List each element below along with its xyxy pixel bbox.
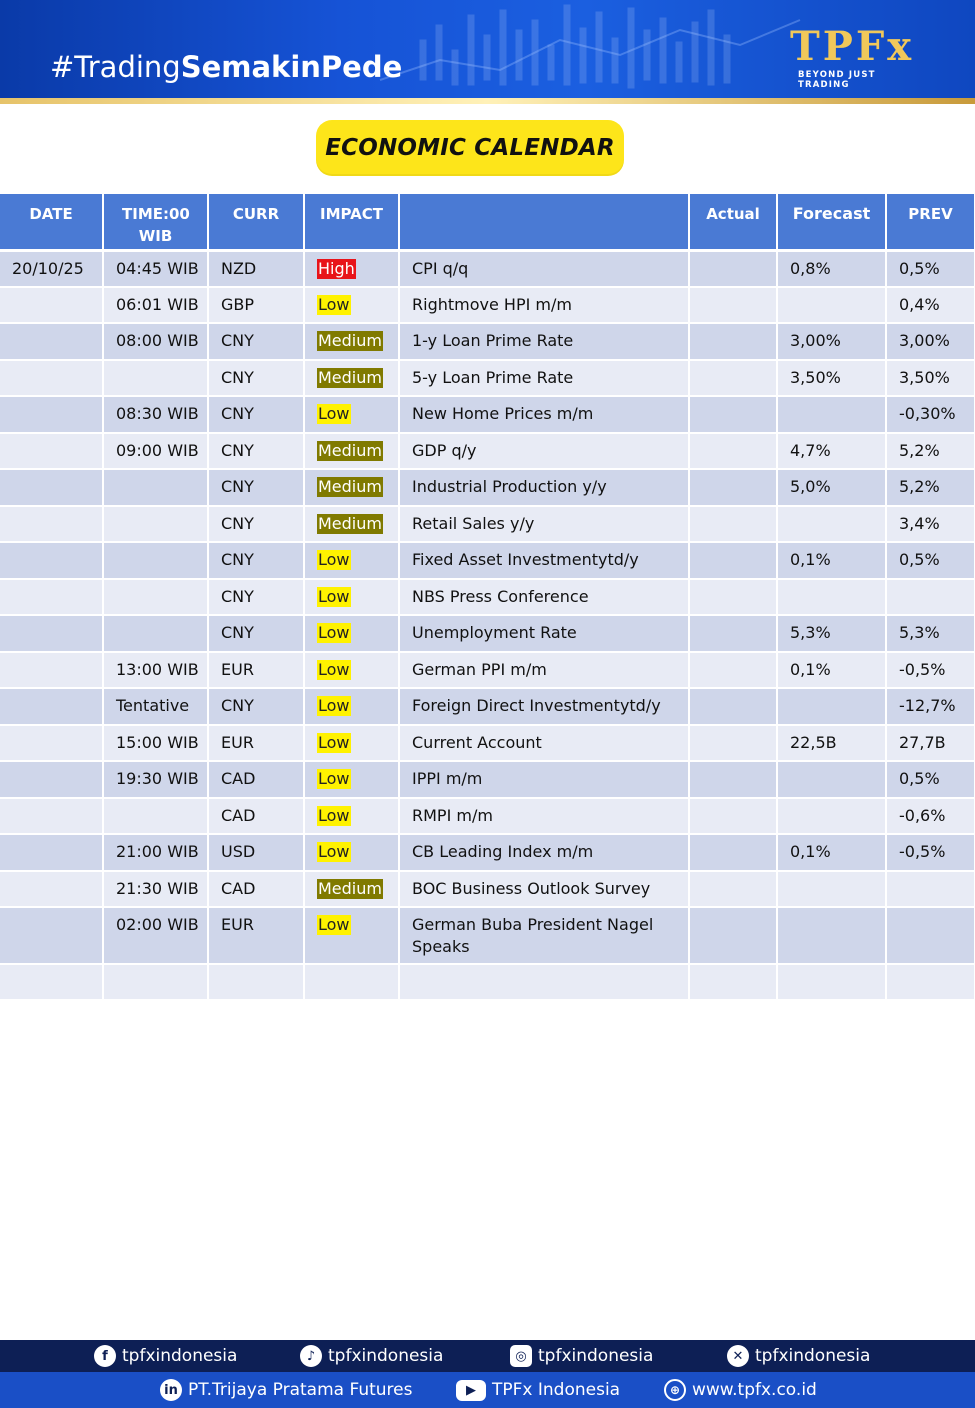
currency-cell: NZD [208,250,304,287]
forecast-cell: 3,50% [777,360,886,397]
impact-badge: Medium [318,878,382,898]
actual-cell [689,250,777,287]
empty-cell [886,964,975,1000]
event-cell: Current Account [399,725,689,762]
table-row [0,761,975,798]
actual-cell [689,652,777,689]
event-cell: Foreign Direct Investmentytd/y [399,688,689,725]
impact-cell [304,396,399,433]
economic-calendar-table [0,194,975,1001]
impact-badge: Low [318,769,350,788]
x-icon: ✕ [727,1345,749,1367]
contact-link-globe[interactable] [664,1376,817,1404]
youtube-icon: ▶ [456,1380,486,1401]
time-cell [103,506,208,543]
table-row [0,433,975,470]
prev-cell: -0,30% [886,396,975,433]
prev-cell: 3,4% [886,506,975,543]
prev-cell: 5,2% [886,433,975,470]
currency-cell: CNY [208,323,304,360]
impact-cell [304,323,399,360]
actual-cell [689,761,777,798]
forecast-cell [777,688,886,725]
impact-badge: Low [318,550,350,569]
empty-cell [304,964,399,1000]
currency-cell: CNY [208,360,304,397]
prev-cell: 0,4% [886,287,975,324]
event-cell: CPI q/q [399,250,689,287]
hashtag-prefix: #Trading [50,50,181,84]
forecast-cell [777,579,886,616]
empty-cell [777,964,886,1000]
prev-cell [886,579,975,616]
header-impact: IMPACT [304,194,399,250]
impact-cell [304,688,399,725]
header-event [399,194,689,250]
event-cell: IPPI m/m [399,761,689,798]
table-row [0,871,975,908]
impact-cell [304,834,399,871]
time-cell [103,469,208,506]
impact-cell [304,469,399,506]
event-cell: 1-y Loan Prime Rate [399,323,689,360]
time-cell: 21:00 WIB [103,834,208,871]
social-handle: tpfxindonesia [122,1346,238,1366]
date-cell [0,652,103,689]
forecast-cell: 0,1% [777,834,886,871]
forecast-cell [777,506,886,543]
currency-cell: CNY [208,396,304,433]
event-cell: BOC Business Outlook Survey [399,871,689,908]
currency-cell: CNY [208,615,304,652]
date-cell [0,542,103,579]
time-cell: 02:00 WIB [103,907,208,964]
time-cell [103,579,208,616]
time-cell: 13:00 WIB [103,652,208,689]
currency-cell: CNY [208,579,304,616]
date-cell [0,615,103,652]
table-row [0,250,975,287]
contact-text: www.tpfx.co.id [692,1380,817,1400]
actual-cell [689,725,777,762]
impact-cell [304,360,399,397]
impact-badge: Low [318,586,350,606]
impact-badge: Low [318,915,350,934]
event-cell: German PPI m/m [399,652,689,689]
actual-cell [689,323,777,360]
currency-cell: CAD [208,798,304,835]
event-cell: Unemployment Rate [399,615,689,652]
impact-badge: Low [318,805,350,825]
actual-cell [689,834,777,871]
actual-cell [689,688,777,725]
date-cell [0,287,103,324]
prev-cell: -0,5% [886,834,975,871]
impact-cell [304,907,399,964]
impact-badge: Low [318,659,350,679]
currency-cell: EUR [208,652,304,689]
actual-cell [689,798,777,835]
event-cell: Rightmove HPI m/m [399,287,689,324]
table-row [0,725,975,762]
date-cell [0,433,103,470]
event-cell: NBS Press Conference [399,579,689,616]
actual-cell [689,907,777,964]
prev-cell: 3,00% [886,323,975,360]
time-cell: 15:00 WIB [103,725,208,762]
date-cell [0,323,103,360]
actual-cell [689,396,777,433]
date-cell [0,396,103,433]
actual-cell [689,360,777,397]
forecast-cell [777,798,886,835]
time-cell: 09:00 WIB [103,433,208,470]
forecast-cell [777,871,886,908]
currency-cell: EUR [208,725,304,762]
event-cell: RMPI m/m [399,798,689,835]
actual-cell [689,287,777,324]
header-time: TIME:00 WIB [103,194,208,250]
time-cell: 21:30 WIB [103,871,208,908]
event-cell: 5-y Loan Prime Rate [399,360,689,397]
impact-badge: Medium [318,331,382,350]
tiktok-icon: ♪ [300,1345,322,1367]
forecast-cell [777,761,886,798]
actual-cell [689,469,777,506]
forecast-cell [777,907,886,964]
table-row [0,798,975,835]
event-cell: CB Leading Index m/m [399,834,689,871]
title-badge [316,120,624,176]
impact-badge: Low [318,294,350,314]
table-row [0,323,975,360]
prev-cell: 5,3% [886,615,975,652]
impact-badge: Medium [318,440,382,460]
table-row [0,652,975,689]
currency-cell: CNY [208,469,304,506]
actual-cell [689,871,777,908]
currency-cell: EUR [208,907,304,964]
forecast-cell: 4,7% [777,433,886,470]
table-body [0,250,975,1000]
header-date: DATE [0,194,103,250]
currency-cell: CNY [208,542,304,579]
currency-cell: CNY [208,506,304,543]
event-cell: Industrial Production y/y [399,469,689,506]
impact-cell [304,761,399,798]
impact-badge: Low [318,696,350,715]
event-cell: Fixed Asset Investmentytd/y [399,542,689,579]
impact-badge: Low [318,842,350,861]
time-cell [103,360,208,397]
actual-cell [689,433,777,470]
table-row [0,615,975,652]
time-cell [103,798,208,835]
time-cell [103,615,208,652]
actual-cell [689,506,777,543]
header-prev: PREV [886,194,975,250]
prev-cell: 27,7B [886,725,975,762]
table-row [0,907,975,964]
prev-cell: 5,2% [886,469,975,506]
forecast-cell: 5,0% [777,469,886,506]
impact-badge: Medium [318,367,382,387]
impact-cell [304,798,399,835]
impact-cell [304,250,399,287]
prev-cell [886,871,975,908]
hashtag-bold: SemakinPede [180,50,403,84]
table-row [0,506,975,543]
event-cell: Retail Sales y/y [399,506,689,543]
header-forecast: Forecast [777,194,886,250]
currency-cell: USD [208,834,304,871]
date-cell [0,469,103,506]
header-actual: Actual [689,194,777,250]
hashtag-slogan [50,50,402,84]
table-row [0,688,975,725]
prev-cell: 0,5% [886,761,975,798]
time-cell: 08:30 WIB [103,396,208,433]
time-cell: 06:01 WIB [103,287,208,324]
table-row [0,360,975,397]
event-cell: German Buba President Nagel Speaks [399,907,689,964]
prev-cell: -12,7% [886,688,975,725]
linkedin-icon: in [160,1379,182,1401]
currency-cell: CAD [208,761,304,798]
header-currency: CURR [208,194,304,250]
impact-cell [304,579,399,616]
empty-cell [399,964,689,1000]
prev-cell: -0,6% [886,798,975,835]
forecast-cell: 0,1% [777,652,886,689]
date-cell: 20/10/25 [0,250,103,287]
currency-cell: CAD [208,871,304,908]
contact-text: TPFx Indonesia [492,1380,621,1400]
date-cell [0,761,103,798]
date-cell [0,725,103,762]
social-link-tiktok[interactable] [300,1342,443,1370]
impact-cell [304,615,399,652]
contact-text: PT.Trijaya Pratama Futures [188,1380,413,1400]
table-row [0,579,975,616]
tpfx-logo [790,23,930,90]
impact-badge: High [318,258,355,278]
impact-cell [304,287,399,324]
globe-icon: ⊕ [664,1379,686,1401]
date-cell [0,798,103,835]
actual-cell [689,615,777,652]
impact-badge: Medium [318,477,382,496]
date-cell [0,360,103,397]
time-cell [103,542,208,579]
facebook-icon: f [94,1345,116,1367]
table-row-empty [0,964,975,1000]
impact-cell [304,542,399,579]
forecast-cell [777,287,886,324]
impact-badge: Low [318,404,350,423]
forecast-cell: 5,3% [777,615,886,652]
empty-cell [103,964,208,1000]
date-cell [0,834,103,871]
actual-cell [689,542,777,579]
impact-cell [304,725,399,762]
instagram-icon: ◎ [510,1345,532,1367]
page-title: ECONOMIC CALENDAR [325,135,615,161]
gold-divider [0,98,975,104]
social-handle: tpfxindonesia [328,1346,444,1366]
table-header-row [0,194,975,250]
empty-cell [0,964,103,1000]
date-cell [0,579,103,616]
table-row [0,287,975,324]
social-handle: tpfxindonesia [538,1346,654,1366]
impact-badge: Low [318,623,350,642]
forecast-cell: 0,1% [777,542,886,579]
social-handle: tpfxindonesia [755,1346,871,1366]
forecast-cell: 3,00% [777,323,886,360]
time-cell: 19:30 WIB [103,761,208,798]
social-link-x[interactable] [727,1342,870,1370]
table-row [0,542,975,579]
date-cell [0,506,103,543]
contact-link-linkedin[interactable] [160,1376,412,1404]
time-cell: 08:00 WIB [103,323,208,360]
logo-wordmark: TPFx [790,23,915,70]
impact-cell [304,871,399,908]
contact-link-youtube[interactable] [456,1376,620,1404]
forecast-cell [777,396,886,433]
forecast-cell: 0,8% [777,250,886,287]
impact-cell [304,652,399,689]
empty-cell [208,964,304,1000]
prev-cell: -0,5% [886,652,975,689]
prev-cell: 0,5% [886,250,975,287]
time-cell: Tentative [103,688,208,725]
social-link-instagram[interactable] [510,1342,653,1370]
event-cell: GDP q/y [399,433,689,470]
impact-cell [304,433,399,470]
table-row [0,396,975,433]
currency-cell: GBP [208,287,304,324]
currency-cell: CNY [208,688,304,725]
currency-cell: CNY [208,433,304,470]
impact-badge: Medium [318,513,382,533]
event-cell: New Home Prices m/m [399,396,689,433]
time-cell: 04:45 WIB [103,250,208,287]
header-banner [0,0,975,98]
prev-cell: 0,5% [886,542,975,579]
date-cell [0,907,103,964]
social-link-facebook[interactable] [94,1342,237,1370]
prev-cell [886,907,975,964]
actual-cell [689,579,777,616]
prev-cell: 3,50% [886,360,975,397]
logo-tagline: BEYOND JUST TRADING [798,70,876,90]
table-row [0,834,975,871]
forecast-cell: 22,5B [777,725,886,762]
table-row [0,469,975,506]
empty-cell [689,964,777,1000]
date-cell [0,871,103,908]
impact-cell [304,506,399,543]
date-cell [0,688,103,725]
impact-badge: Low [318,732,350,752]
